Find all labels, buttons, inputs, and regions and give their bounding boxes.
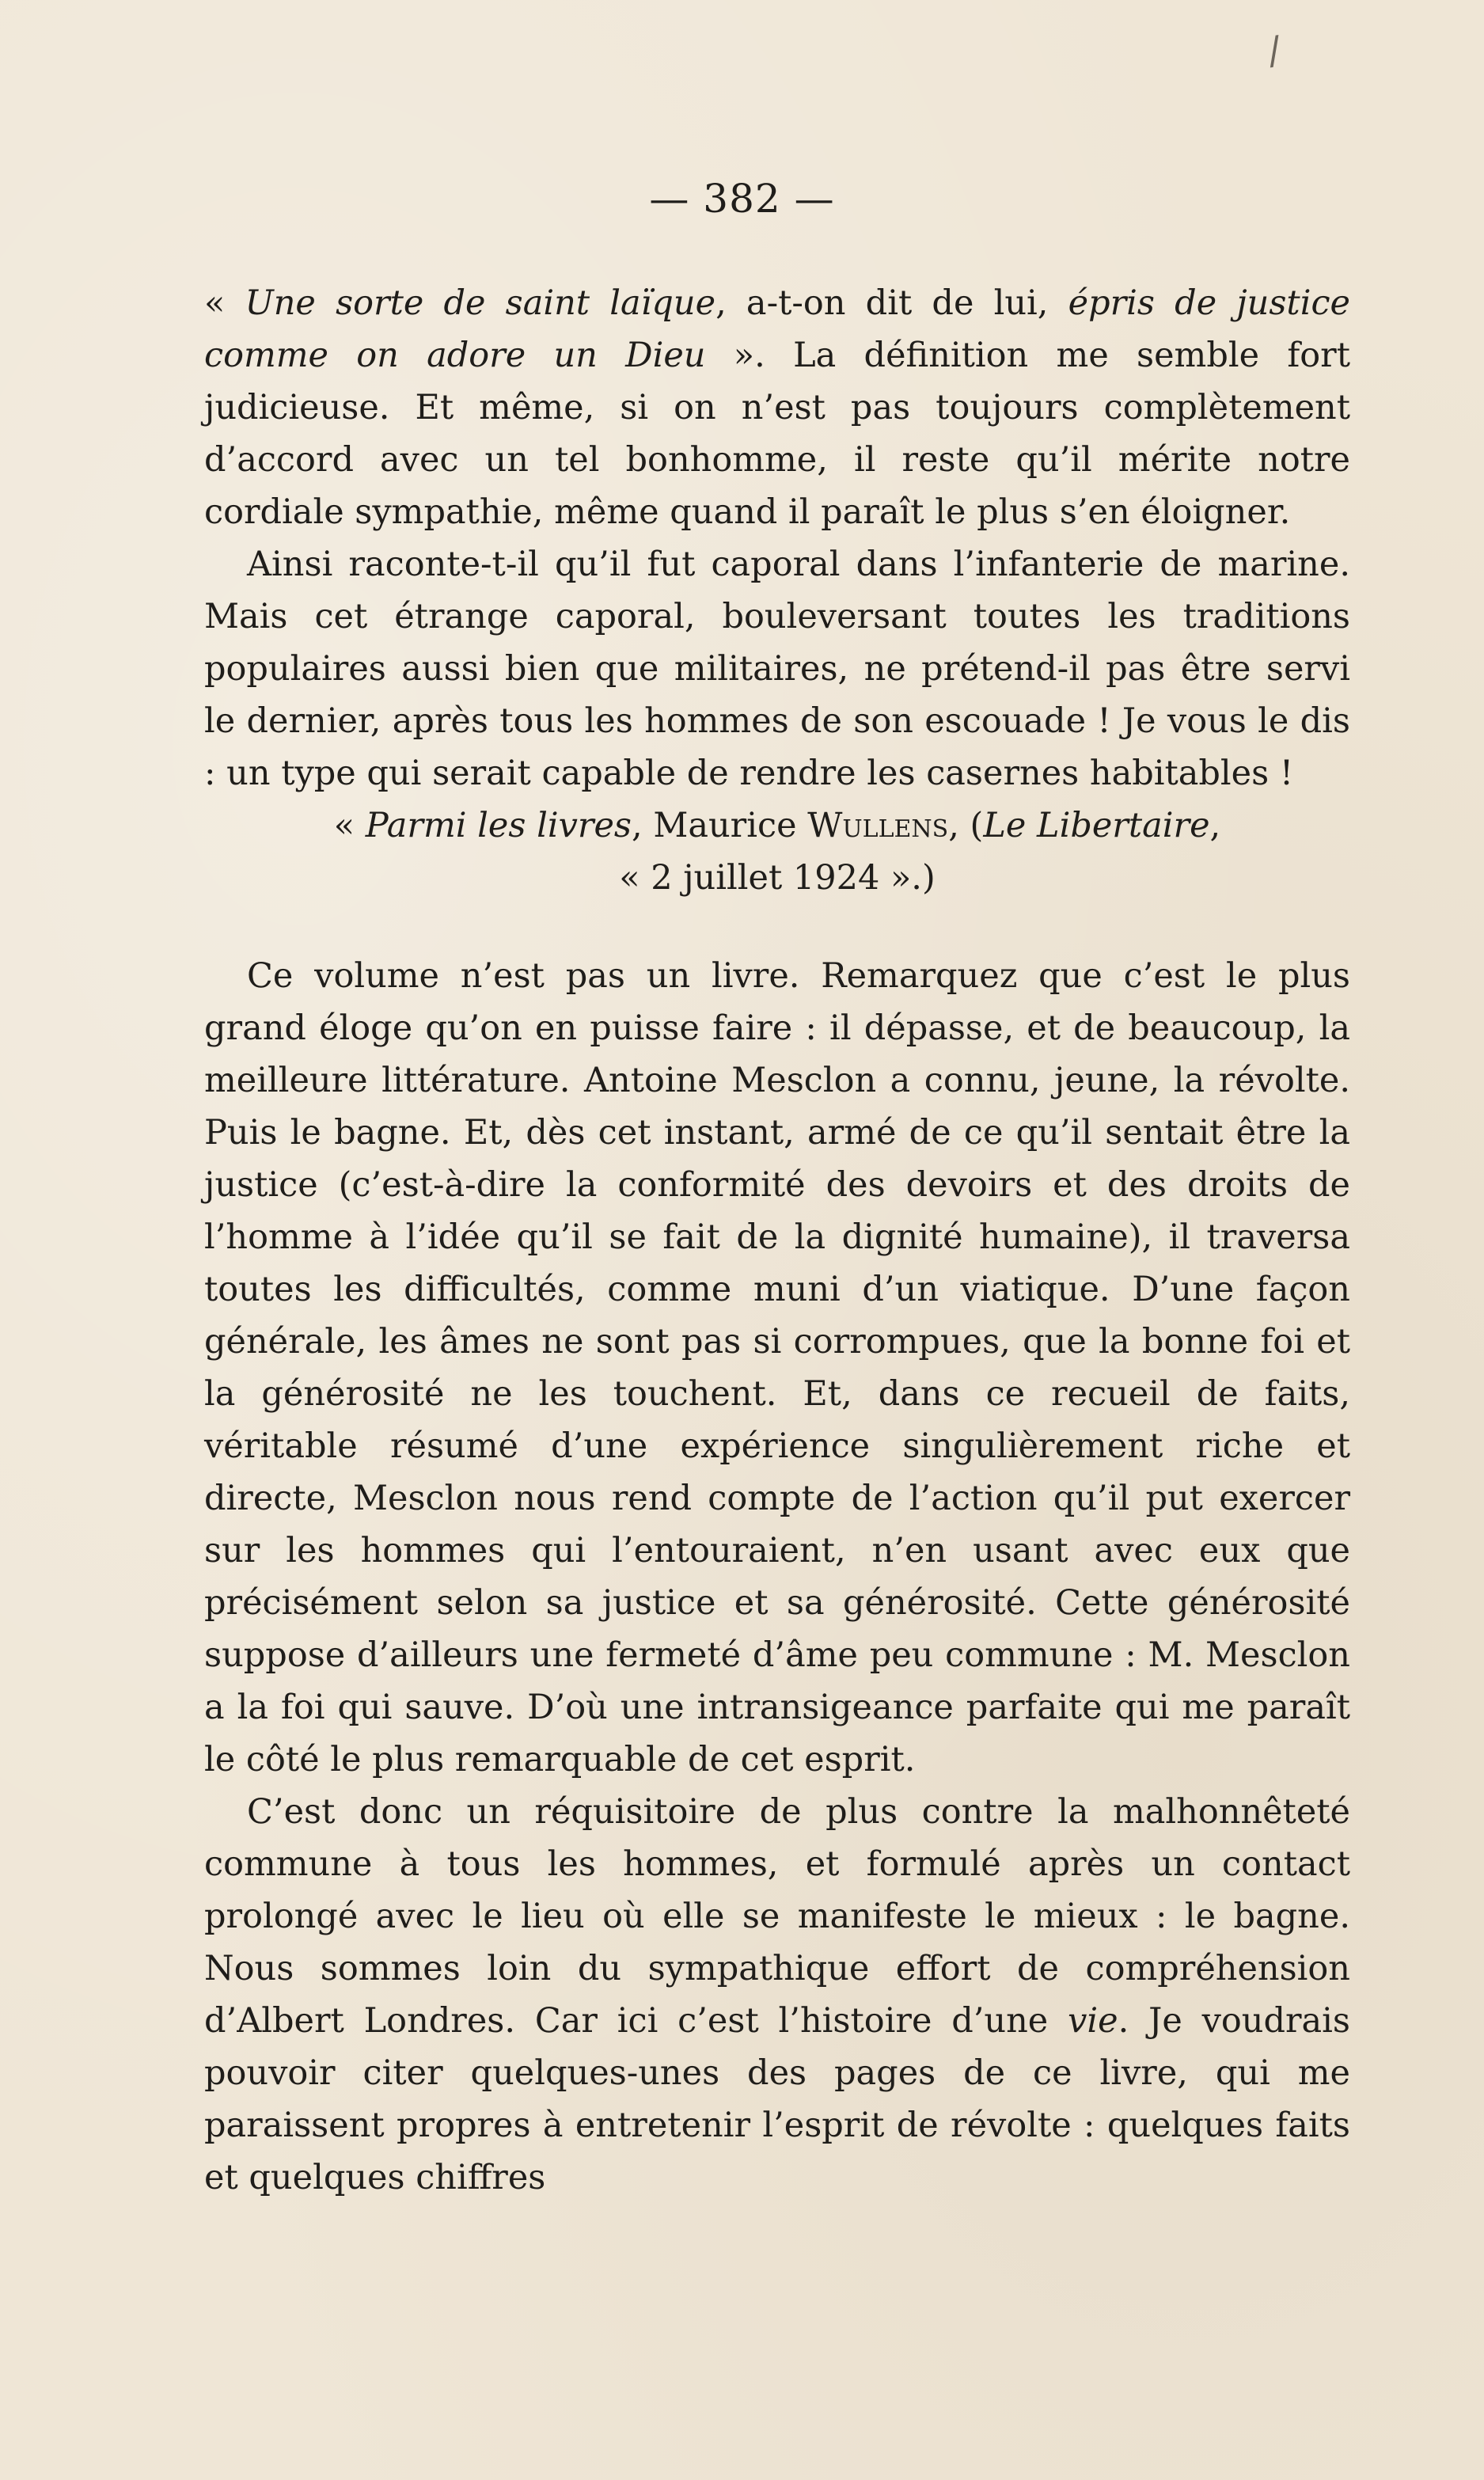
paragraph-1-mid: , a-t-on dit de lui,	[715, 283, 1068, 323]
paragraph-1	[204, 277, 1350, 538]
paragraph-2: Ainsi raconte-t-il qu’il fut caporal dans l’infanterie de marine. Mais cet étrange caporal, bouleversant toutes les traditions populaires aussi bien que militaires, ne prétend-il pas être servi le dernier, après tous les hommes de son escouade ! Je vous le dis : un type qui serait capable de rendre les casernes habitables !	[204, 545, 1350, 793]
body-text	[204, 277, 1350, 2204]
open-quote: «	[204, 283, 245, 323]
attribution-line-1	[204, 799, 1350, 852]
paragraph-1-rest: ». La définition me semble fort judicieuse. Et même, si on n’est pas toujours complètement d’accord avec un tel bonhomme, il reste qu’il mérite notre cordiale sympathie, même quand il paraît le plus s’en éloigner.	[204, 336, 1350, 532]
italic-vie: vie	[1068, 2001, 1118, 2041]
attribution-author-prefix: , Maurice	[631, 806, 808, 845]
attribution-line-2: « 2 juillet 1924 ».)	[619, 858, 936, 898]
paragraph-4-start: C’est donc un réquisitoire de plus contre la malhonnêteté commune à tous les hommes, et formulé après un contact prolongé avec le lieu où elle se manifeste le mieux : le bagne. Nous sommes loin du sympathique effort de compréhension d’Albert Londres. Car ici c’est l’histoire d’une	[204, 1792, 1350, 2041]
attribution-author: Wullens	[807, 806, 949, 845]
paragraph-4	[204, 1786, 1350, 2204]
paragraph-3: Ce volume n’est pas un livre. Remarquez que c’est le plus grand éloge qu’on en puisse faire : il dépasse, et de beaucoup, la meilleure littérature. Antoine Mesclon a connu, jeune, la révolte. Puis le bagne. Et, dès cet instant, armé de ce qu’il sentait être la justice (c’est-à-dire la conformité des devoirs et des droits de l’homme à l’idée qu’il se fait de la dignité humaine), il traversa toutes les difficultés, comme muni d’un viatique. D’une façon générale, les âmes ne sont pas si corrompues, que la bonne foi et la générosité ne les touchent. Et, dans ce recueil de faits, véritable résumé d’une expérience singulièrement riche et directe, Mesclon nous rend compte de l’action qu’il put exercer sur les hommes qui l’entouraient, n’en usant avec eux que précisément selon sa justice et sa générosité. Cette générosité suppose d’ailleurs une fermeté d’âme peu commune : M. Mesclon a la foi qui sauve. D’où une intransigeance parfaite qui me paraît le côté le plus remarquable de cet esprit.	[204, 956, 1350, 1779]
pencil-mark: /	[1265, 28, 1284, 74]
paragraph-4-end: . Je voudrais pouvoir citer quelques-unes des pages de ce livre, qui me paraissent propres à entretenir l’esprit de révolte : quelques faits et quelques chiffres	[204, 2001, 1351, 2197]
attribution-comma: ,	[1209, 806, 1221, 845]
italic-quote-1: Une sorte de saint laïque	[245, 283, 716, 323]
italic-quote-2: épris de justice comme on adore un Dieu	[204, 283, 1350, 375]
attribution-journal: Le Libertaire	[983, 806, 1210, 845]
section-gap	[204, 904, 1350, 950]
page-number: — 382 —	[649, 176, 835, 222]
attribution-source: Parmi les livres	[365, 806, 632, 845]
attribution-paren-open: , (	[948, 806, 984, 845]
attribution-open: «	[333, 806, 366, 845]
